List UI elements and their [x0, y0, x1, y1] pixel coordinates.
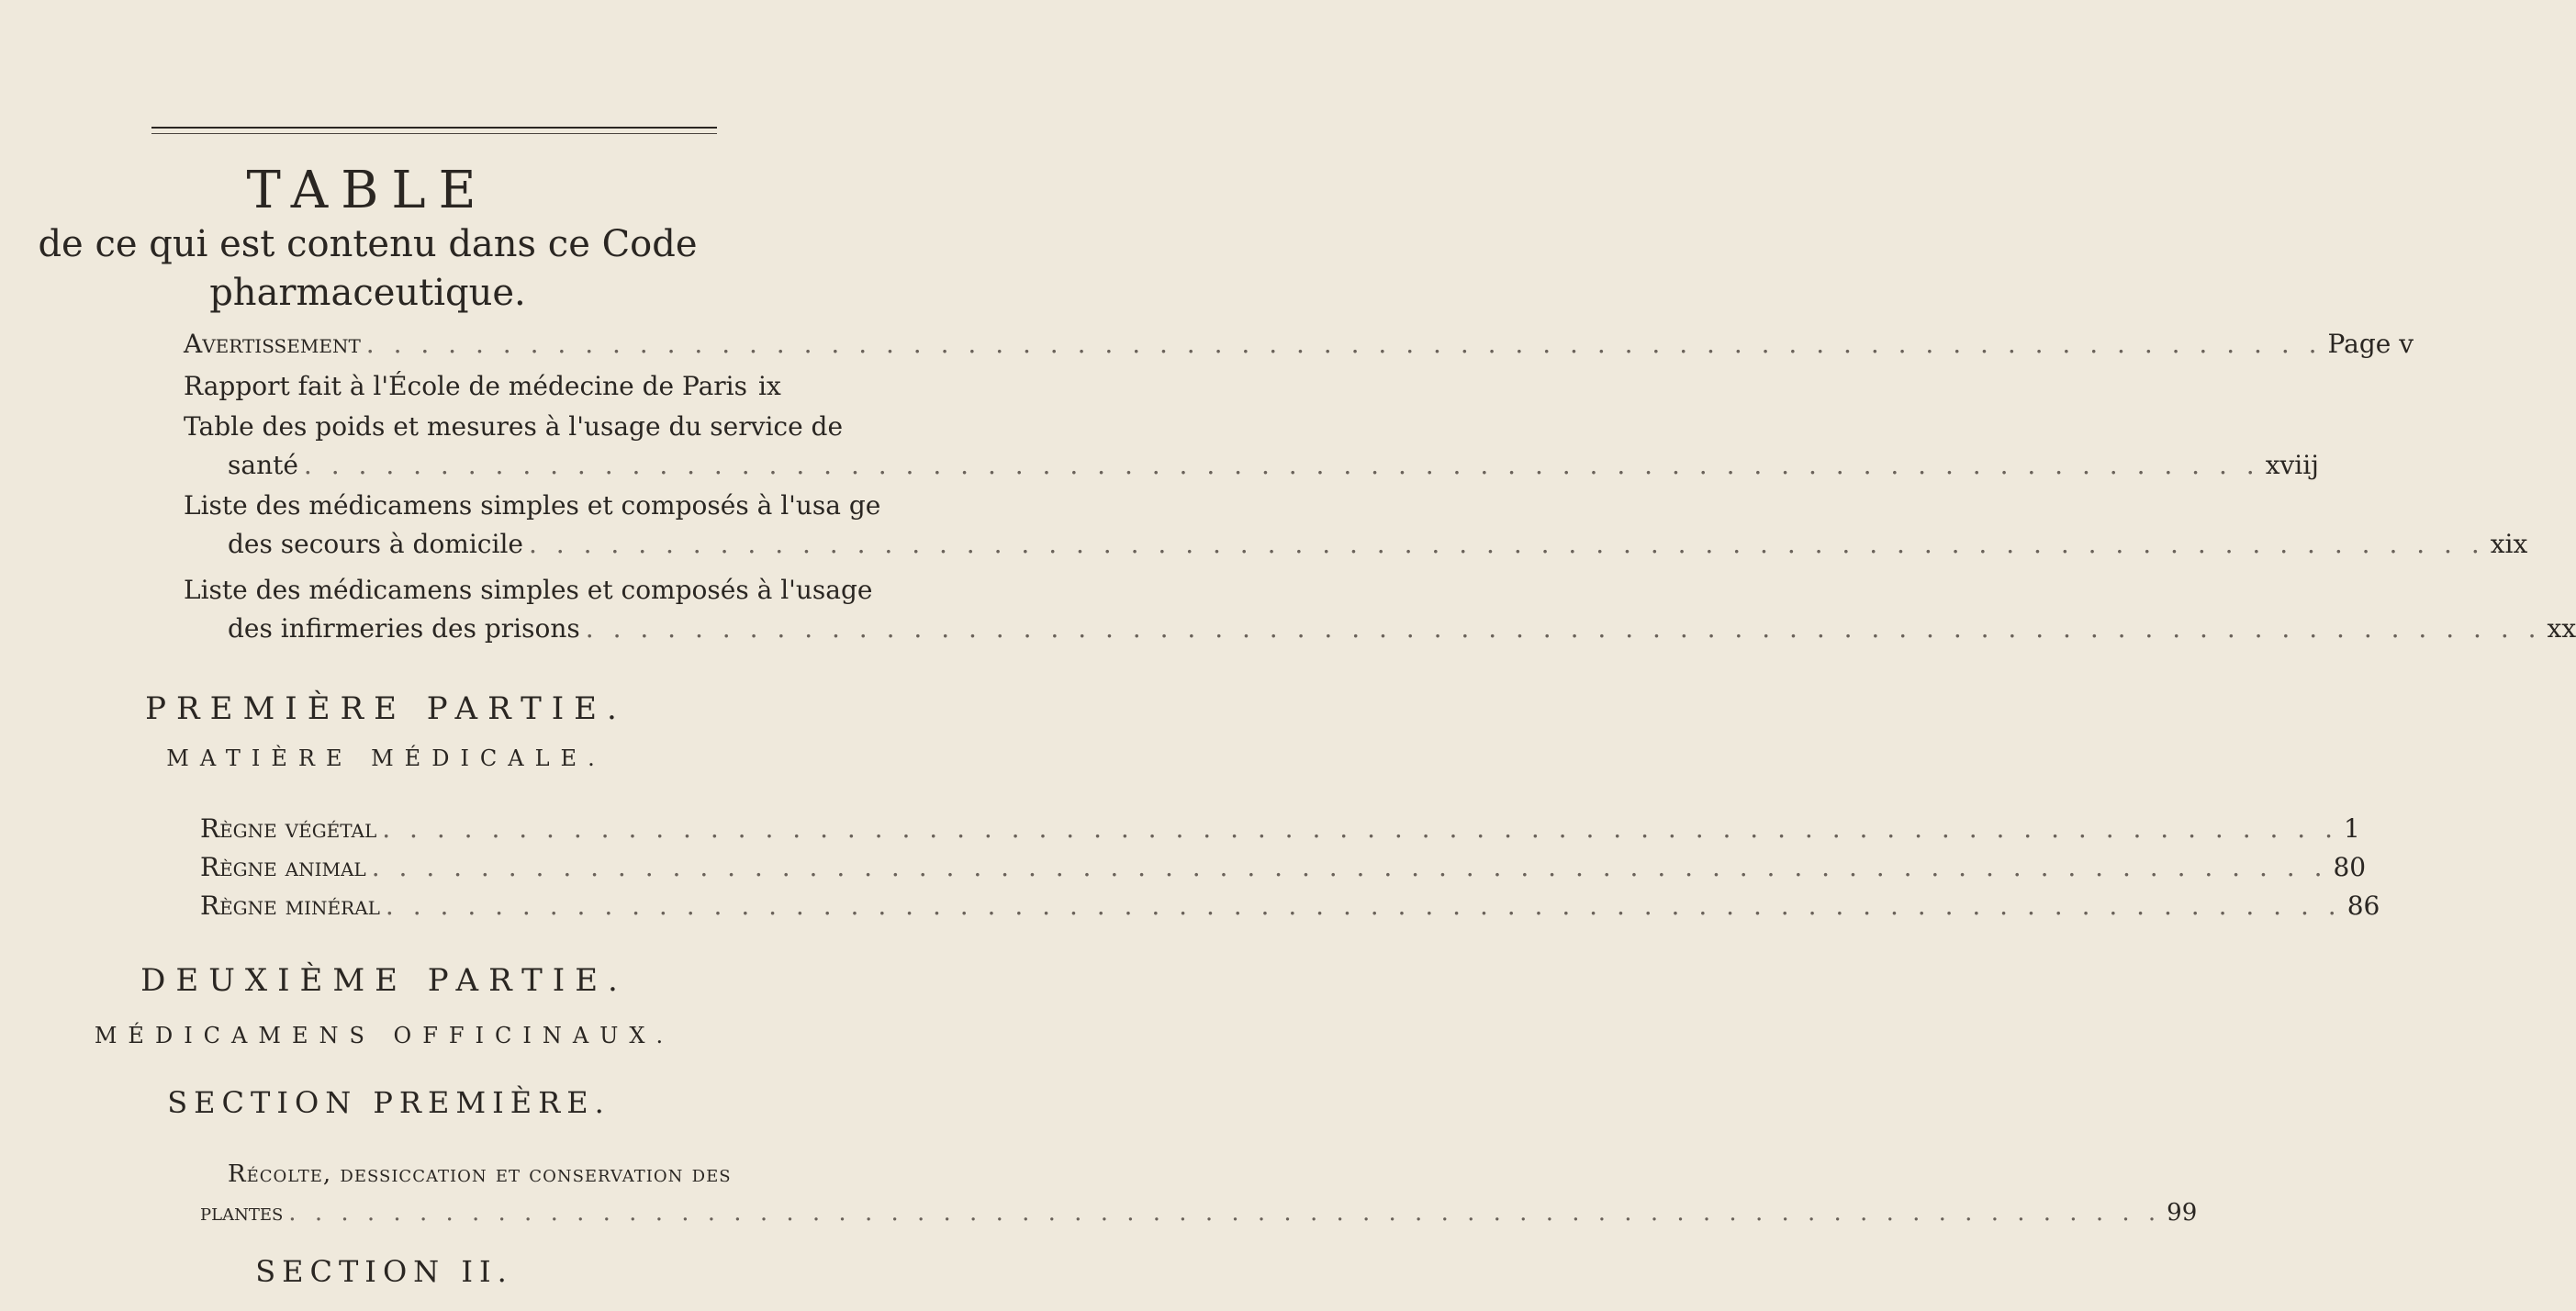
section-two-heading: SECTION II. — [255, 1254, 513, 1289]
page-title: TABLE — [246, 161, 489, 220]
toc-entry-liste-domicile-line1: Liste des médicamens simples et composés à l'usa ge — [184, 490, 881, 521]
toc-entry-liste-prisons-line2 — [228, 613, 2576, 644]
subtitle-line-1: de ce qui est contenu dans ce Code — [38, 223, 698, 265]
toc-entry-table-poids-line1: Table des poids et mesures à l'usage du service de — [184, 411, 844, 442]
leader-dots — [586, 613, 2542, 644]
leader-dots — [382, 813, 2338, 844]
toc-entry-table-poids-line2 — [228, 450, 2319, 480]
leader-dots — [304, 450, 2260, 480]
toc-entry-label: Règne végétal — [200, 813, 377, 844]
leader-dots — [372, 852, 2328, 882]
toc-entry-page: 86 — [2346, 891, 2380, 921]
subtitle-line-2: pharmaceutique. — [209, 272, 526, 314]
top-rule-thin — [151, 133, 717, 134]
leader-dots — [386, 891, 2342, 921]
toc-entry-page: xix — [2490, 529, 2528, 559]
toc-entry-label: Avertissement — [184, 329, 361, 359]
toc-entry-label: Règne minéral — [200, 891, 380, 921]
toc-entry-label: Rapport fait à l'École de médecine de Paris — [184, 371, 748, 401]
toc-entry-regne-vegetal — [200, 813, 2360, 844]
toc-entry-label: des secours à domicile — [228, 529, 523, 559]
toc-entry-rapport — [184, 371, 781, 401]
toc-entry-page: ix — [758, 371, 781, 401]
toc-entry-label: plantes — [200, 1199, 284, 1227]
toc-entry-page: 1 — [2344, 813, 2360, 844]
toc-entry-recolte-line2 — [200, 1199, 2198, 1227]
toc-entry-regne-mineral — [200, 891, 2380, 921]
toc-entry-avertissement — [184, 329, 2414, 359]
top-rule — [151, 127, 717, 129]
toc-entry-recolte-line1: Récolte, dessiccation et conservation des — [228, 1160, 732, 1188]
toc-entry-page: 99 — [2167, 1199, 2198, 1227]
toc-entry-regne-animal — [200, 852, 2367, 882]
toc-entry-liste-prisons-line1: Liste des médicamens simples et composés à l'usage — [184, 575, 873, 605]
part-one-heading: PREMIÈRE PARTIE. — [145, 690, 627, 727]
toc-entry-label: Règne animal — [200, 852, 366, 882]
leader-dots — [366, 329, 2323, 359]
toc-entry-page: xviij — [2265, 450, 2319, 480]
part-one-subheading: MATIÈRE MÉDICALE. — [166, 745, 606, 771]
leader-dots — [288, 1199, 2161, 1227]
toc-entry-page: 80 — [2333, 852, 2367, 882]
leader-dots — [529, 529, 2485, 559]
part-two-subheading: MÉDICAMENS OFFICINAUX. — [94, 1023, 675, 1048]
section-one-heading: SECTION PREMIÈRE. — [167, 1085, 610, 1120]
toc-entry-label: santé — [228, 450, 298, 480]
part-two-heading: DEUXIÈME PARTIE. — [140, 962, 628, 999]
toc-entry-page: xx — [2547, 613, 2576, 644]
toc-entry-page: Page v — [2327, 329, 2414, 359]
toc-entry-liste-domicile-line2 — [228, 529, 2528, 559]
toc-entry-label: des infirmeries des prisons — [228, 613, 580, 644]
